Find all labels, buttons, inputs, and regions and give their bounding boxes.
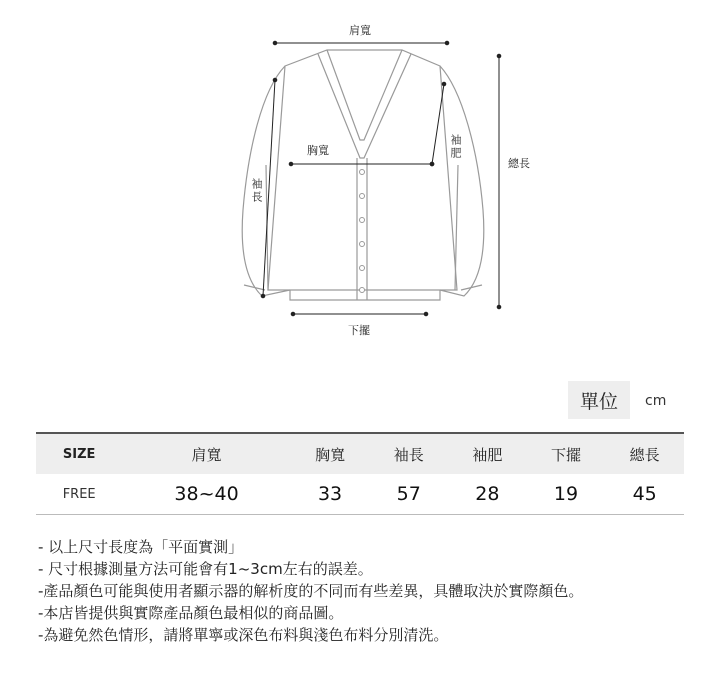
hem-label: 下擺 [348,324,370,337]
header-shoulder: 肩寬 [122,433,290,474]
table-row [36,474,684,515]
unit-label: 單位 [568,381,630,419]
header-sleeve-length: 袖長 [369,433,448,474]
header-hem: 下擺 [527,433,606,474]
size-table [36,432,684,515]
note-item: -產品顏色可能與使用者顯示器的解析度的不同而有些差異，具體取決於實際顏色。 [38,582,584,600]
button-markers [360,170,365,293]
chest-label: 胸寬 [307,144,329,157]
shoulder-label: 肩寬 [349,24,371,37]
sleeve-length-label: 袖長 [250,178,263,204]
header-sleeve-width: 袖肥 [448,433,527,474]
cell-hem: 19 [527,474,606,515]
total-length-label: 總長 [508,157,530,170]
note-item: - 尺寸根據測量方法可能會有1~3cm左右的誤差。 [38,560,373,578]
sleeve-length-measure-line [263,80,275,296]
sleeve-width-label: 袖肥 [449,134,462,160]
header-size: SIZE [36,433,122,474]
sleeve-width-measure-line [432,84,444,164]
header-chest: 胸寬 [291,433,370,474]
note-item: -為避免然色情形，請將單寧或深色布料與淺色布料分別清洗。 [38,626,449,644]
table-header-row [36,433,684,474]
cell-sleeve-width: 28 [448,474,527,515]
header-total-length: 總長 [605,433,684,474]
cell-shoulder: 38~40 [122,474,290,515]
cell-chest: 33 [291,474,370,515]
unit-value: cm [645,393,667,409]
cell-total-length: 45 [605,474,684,515]
note-item: - 以上尺寸長度為「平面實測」 [38,538,244,556]
note-item: -本店皆提供與實際產品顏色最相似的商品圖。 [38,604,344,622]
cell-size: FREE [36,474,122,515]
cell-sleeve-length: 57 [369,474,448,515]
notes-list [38,536,583,646]
